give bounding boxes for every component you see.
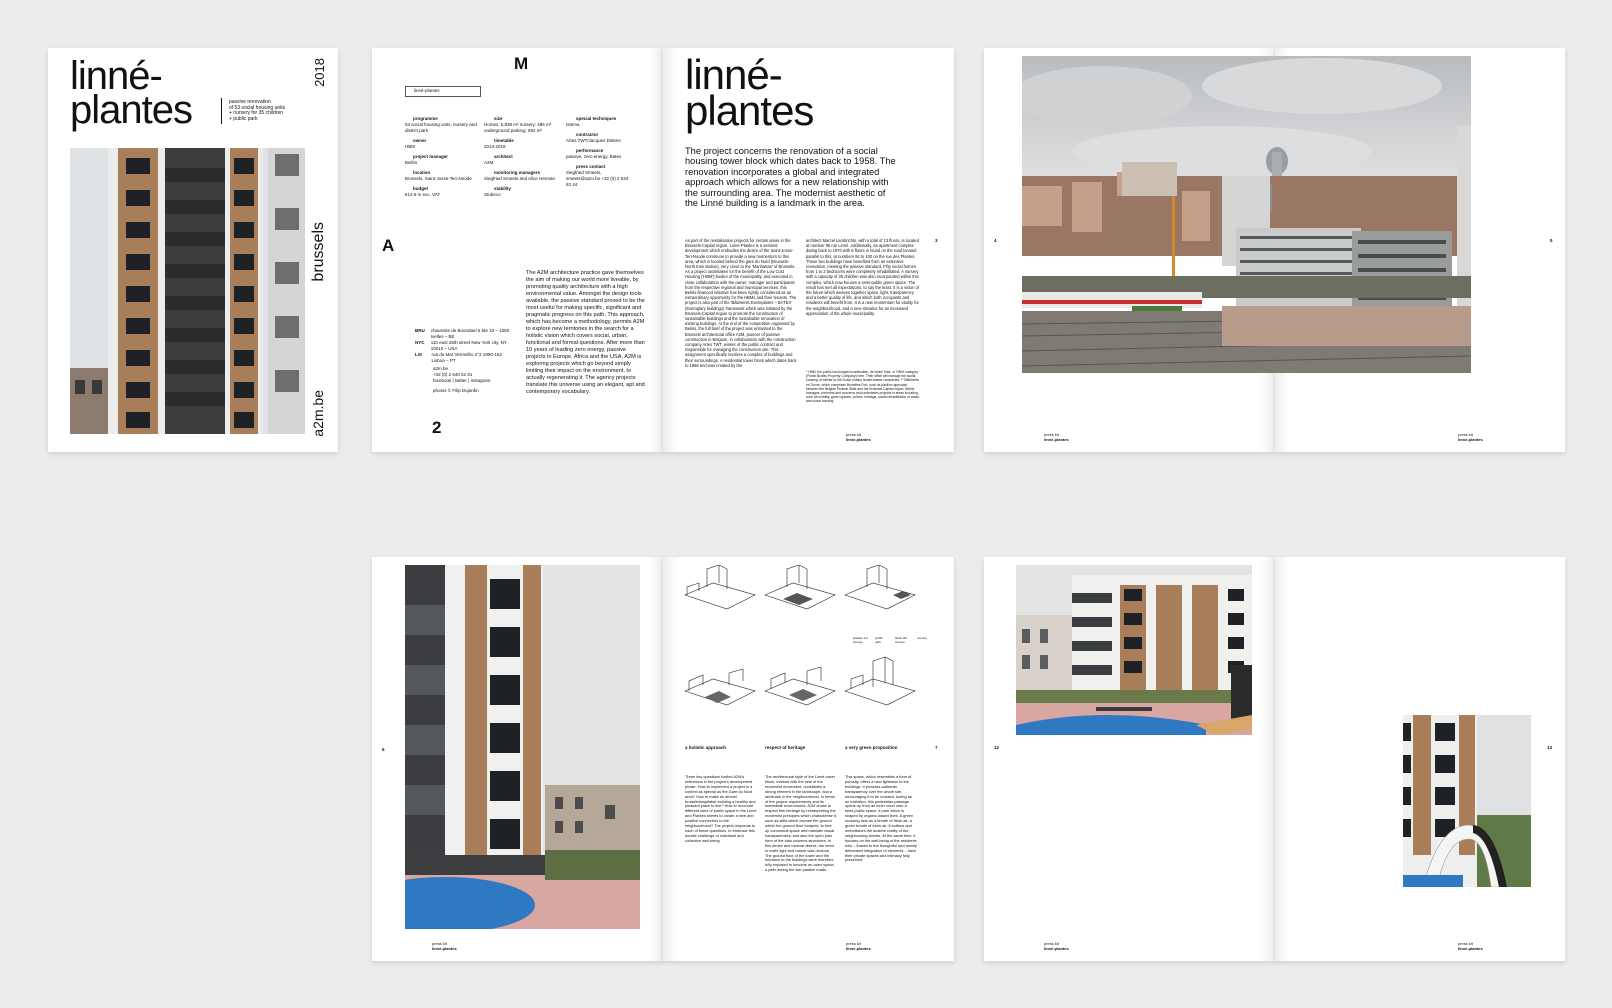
cover-divider — [221, 98, 222, 124]
page-footer — [1044, 941, 1069, 951]
office-address: 110 east 25th street New York city, NY 10010 – USA — [430, 340, 507, 351]
cover-facade-photo — [70, 148, 305, 434]
cover-subtitle-line: + nursery for 35 children — [229, 110, 284, 117]
credit-label: architect — [494, 154, 513, 159]
cover-subtitle-line: + public park — [229, 115, 258, 122]
photo-credit: photos © Filip Dujardin — [433, 388, 479, 393]
office-code: LIS — [415, 352, 423, 357]
credit-label: programme — [413, 116, 438, 121]
office-address: rua do Mar Vermelho n°2 1990-152 Lisboa – PT — [431, 352, 502, 363]
intro-footnote: * HBM, the public low-budget housebuilder, de Notre Toits, or 'HBM' category (Public Bodies Property Company) here. Their office will manage the social housing, of similar to the Dutch unitary tenant-based companies. ** Bâtiments en Tunne, which comprises Bruxelles-Fort, such as pavilion approach between the Belgian Federal State and the Brussels-Capital region. Beliris manages, performs and concerns and undertakes projects in areas including, such as mobility, green spaces, culture, heritage, social rehabilitation of areas and social housing. — [806, 370, 920, 404]
spread-fold-shadow — [663, 557, 677, 961]
contact-social: facebook | twitter | instagram — [433, 378, 491, 383]
footer-project-label: linné-plantes — [846, 946, 871, 951]
credit-value: €13.6 m exc. VAT — [405, 192, 441, 197]
courtyard-photo — [1016, 565, 1252, 735]
cover-city: brussels — [310, 222, 327, 282]
section-text: Three key questions fuelled A2M's reflections in the project's development phase. How to implement a project in a context as special as the Gare du Nord area? How to make an almost brutal/inhospitable building a healthy and pleasant place to live? How to reconcile different uses of public space in the Linné and Plantes streets to create a new and positive connection to the neighbourhood? The project responds to each of these questions, to embrace this double challenge of individual and collective well-being. — [685, 775, 757, 843]
project-tag-text: linné-plantes — [414, 88, 440, 93]
page-number: 7 — [935, 745, 938, 750]
footer-kit-label: press kit — [1458, 941, 1473, 946]
cover-subtitle-line: of 53 social housing units — [229, 104, 286, 111]
credit-label: contractor — [576, 132, 599, 137]
axo-diagram — [763, 661, 837, 709]
project-tag-box — [405, 86, 481, 97]
axo-legend-label: block 3rd storeys — [895, 636, 908, 644]
page-footer — [1458, 941, 1483, 951]
footer-kit-label: press kit — [1458, 432, 1473, 437]
tower-spread-left — [372, 557, 663, 961]
page-number: 12 — [994, 745, 1000, 750]
footer-kit-label: press kit — [1044, 432, 1059, 437]
page-footer — [432, 941, 457, 951]
cover-subtitle — [229, 100, 285, 122]
intro-title-line1: linné- — [685, 51, 782, 98]
credit-label: performance — [576, 148, 604, 153]
footer-project-label: linné-plantes — [1458, 437, 1483, 442]
credit-value: Beliris — [405, 160, 418, 165]
credit-value: A2M — [484, 160, 494, 165]
court-spread-right — [1275, 557, 1565, 961]
axo-diagram — [763, 565, 837, 613]
page-number: 5 — [1550, 238, 1553, 243]
number-2: 2 — [432, 418, 442, 437]
axo-legend-label: public park — [875, 636, 883, 644]
page-footer — [846, 941, 871, 951]
footer-kit-label: press kit — [1044, 941, 1059, 946]
footer-kit-label: press kit — [846, 432, 861, 437]
cover-page — [48, 48, 338, 452]
court-spread-left — [984, 557, 1275, 961]
intro-title-line2: plantes — [685, 87, 814, 134]
credit-value: HBM — [405, 144, 415, 149]
contact-phone: +32 (0) 2 640 51 81 — [433, 372, 473, 377]
section-text: The architectural style of the Linné tower block, marked with the seal of the modernist movement, constitutes a strong element in the landscape, and a landmark in the neighbourhood. In terms of the project requirements and its immediate environment, A2M chose to respect this heritage by reinterpreting the modernist principles which characterise it, such as stilts which expose the ground within the ground floor footprint, to free up communal space and maintain visual transparencies, and also the open plan form of the slab columns structures. In this dense and mineral district, the need to invite light and nature was obvious. The ground floor of the tower and the entrance to the buildings were therefore fully exposed to become an open space; a path linking the two parallel roads. — [765, 775, 837, 873]
cover-title-line2: plantes — [70, 88, 192, 132]
page-number: 3 — [935, 238, 938, 243]
cover-year: 2018 — [312, 58, 327, 87]
axo-legend-label: plateau 1st storeys — [853, 636, 868, 644]
credit-value: 53 social housing units, nursery and district park — [405, 122, 477, 133]
credit-label: owner — [413, 138, 427, 143]
credit-value: Stubeco — [484, 192, 501, 197]
cover-website: a2m.be — [310, 390, 326, 437]
page-number: 4 — [994, 238, 997, 243]
page-footer — [1044, 432, 1069, 442]
section-text: This space, which resembles a form of porosity, offers a new lightness to the buildings. It provides authentic transparency over the whole site, encouraging it to be crossed. Acting as an invitation, this pedestrian passage opens up from an inner court onto a semi-public space, a park which is shaped by organic-based lines. A green crossing acts as a breath of fresh air, a green breath of fresh air. It softens and embellishes the austere reality of the neighbouring streets. At the same time, it focuses on the well-being of the residents who – thanks to the thoughtful and clearly delineated integration of elements – have their private spaces and intimacy fully preserved. — [845, 775, 917, 863]
city-panorama-photo — [1022, 56, 1471, 373]
credit-label: budget — [413, 186, 428, 191]
credit-value: Siegfried Smeets, smeets@a2m.be +32 (0) 2 534 63 44 — [566, 170, 629, 187]
credit-value: Homes: 5,838 m² nursery: 486 m² underground parking: 582 m² — [484, 122, 552, 133]
cover-title-line1: linné- — [70, 54, 162, 98]
credit-label: special techniques — [576, 116, 617, 121]
axo-diagram — [683, 661, 757, 709]
spread-fold-shadow — [663, 48, 677, 452]
axo-diagram — [683, 565, 757, 613]
credit-label: timetable — [494, 138, 514, 143]
section-heading: respect of heritage — [765, 745, 806, 750]
office-code: NYC — [415, 340, 425, 345]
intro-lead-text: The project concerns the renovation of a social housing tower block which dates back to 1958. The renovation incorporates a global and integrated approach which allows for a new relationship with the surrounding area. The modernist aesthetic of the Linné building is a landmark in the area. — [685, 146, 896, 209]
footer-project-label: linné-plantes — [432, 946, 457, 951]
axo-legend-label: nursery — [917, 636, 928, 640]
page-footer — [846, 432, 871, 442]
credits-col3 — [566, 116, 630, 188]
office-code: BRU — [415, 328, 425, 333]
arch-photo — [1403, 715, 1531, 887]
credit-label: monitoring managers — [494, 170, 541, 175]
office-address: chaussée de Boondael 6 bte 10 – 1050 Ixelles – BE — [430, 328, 510, 339]
intro-body-col2: architect Marcel Lambrichts, with a total of 13 floors, is located at number 95 rue Linné. Additionally, an apartment complex dating back to 1970 with 5 floors is found on the road located parallel to this, at numbers 94 to 100 on the rue des Plantes. These two buildings have benefited from an extensive renovation, meeting the passive standard. Fifty social homes from 1 to 3 bedrooms were completely rehabilitated. A nursery with a capacity of 35 children was also incorporated within this complex, which now houses a semi-public green space. The result has met all expectations, to say the least. It is a vision of the future which weaves together space, light, transparency and a better quality of life, and which both occupants and residents will benefit from. It is a new momentum for vitality for the neighbourhood, and a new stimulus for an increased appreciation of the whole municipality. — [806, 238, 920, 316]
credit-value: Artes TWT/Jacques Delens — [566, 138, 621, 143]
footer-project-label: linné-plantes — [846, 437, 871, 442]
page-footer — [1458, 432, 1483, 442]
credit-label: location — [413, 170, 431, 175]
spread-fold-shadow — [1261, 557, 1275, 961]
page-number: 13 — [1547, 745, 1553, 750]
section-heading: a holistic approach — [685, 745, 727, 750]
cover-subtitle-line: passive renovation — [229, 99, 271, 105]
footer-kit-label: press kit — [432, 941, 447, 946]
credit-value: Siegfried Smeets and Alice Herman — [484, 176, 556, 181]
practice-intro-text: The A2M architecture practice gave themselves the aim of making our world more liveable, by promoting quality architecture with a high environmental value. Amongst the design tools available, the passive standard proved to be the most useful for making specific, significant and pragmatic progress on this path. This approach, which has become a methodology, permits A2M to explore new territories in the search for a holistic vision which covers social, urban, functional and formal questions. After more than 10 years of leading zero energy, passive projects in Europe, Africa and the USA, A2M is exploring projects which go beyond simply limiting their impact on the environment, to actually regenerating it. The agency projects translate this universe using an elegant, apt and contemporary vocabulary. — [526, 270, 645, 395]
credit-value: Brussels, Saint-Josse-Ten-Noode — [405, 176, 472, 181]
credit-label: stability — [494, 186, 512, 191]
letter-a: A — [382, 236, 395, 255]
spread-fold-shadow — [649, 557, 663, 961]
tower-photo — [405, 565, 640, 929]
tower-spread-right — [663, 557, 954, 961]
axo-diagram — [843, 565, 917, 613]
credits-page — [372, 48, 663, 452]
credit-label: project manager — [413, 154, 449, 159]
page-number: 6 — [382, 747, 385, 752]
intro-body-col1: As part of the revitalisation projects for certain areas in the Brussels-Capital region, Linné-Plantes is a seminal development which embodies the desire of the Saint-Josse-Ten-Noode commune to provide a new momentum to this area, which is located behind the gare du Nord (Brussels-North train station), very close to the 'Manhattan' of Brussels. As a project undertaken for the benefit of the Low Cost Housing ('HBM') bodies of the municipality, and executed in close collaboration with the owner, manager and participants from the respective regional and municipal services, this Beliris-financed initiative has been rightly considered as an extraordinary opportunity for the HBMs and their tenants. The project is also part of the 'Bâtiments Exemplaires – BATEX' (Exemplary buildings) framework which was initiated by the Brussels-Capital region to promote the construction of sustainable buildings and the sustainable renovation of existing buildings. At the end of the competition organised by Beliris, the full brief of the project was entrusted to the Brussels architectural office A2M, pioneer of passive construction in Belgium, in collaboration with the construction company Artes TWT, winner of the public contract and responsible for managing the construction site. This assignment specifically involves a complex of buildings and their surroundings. A residential tower block which dates back to 1958 and was created by the — [685, 238, 797, 368]
credit-value: 2013-2018 — [484, 144, 506, 149]
credit-label: size — [494, 116, 503, 121]
footer-project-label: linné-plantes — [1458, 946, 1483, 951]
footer-project-label: linné-plantes — [1044, 946, 1069, 951]
footer-kit-label: press kit — [846, 941, 861, 946]
footer-project-label: linné-plantes — [1044, 437, 1069, 442]
logo-letter-m: M — [514, 54, 529, 73]
credit-value: Istema — [566, 122, 580, 127]
office-addresses — [415, 328, 515, 394]
axo-legend — [853, 637, 933, 644]
credits-col2 — [484, 116, 556, 198]
section-heading: a very green proposition — [845, 745, 898, 750]
intro-page — [663, 48, 954, 452]
credits-col1 — [405, 116, 477, 198]
spread-fold-shadow — [1275, 557, 1289, 961]
spread-fold-shadow — [649, 48, 663, 452]
credit-label: press contact — [576, 164, 606, 169]
axo-diagram — [843, 653, 917, 709]
contact-website: a2m.be — [433, 366, 449, 371]
credit-value: passive, zero energy, Batex — [566, 154, 622, 159]
